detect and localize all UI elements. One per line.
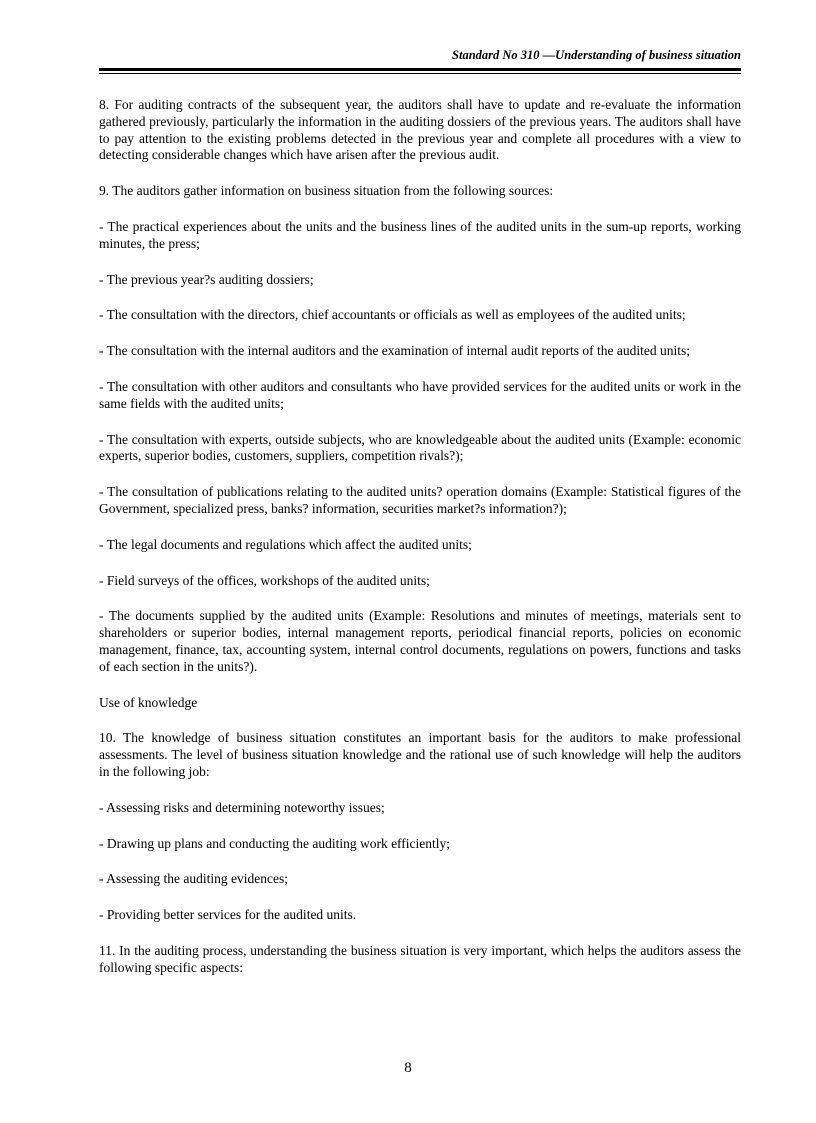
list-item: - The practical experiences about the units and the business lines of the audited units in the sum-up reports, working minutes, the press; xyxy=(99,218,741,251)
page-number: 8 xyxy=(404,1060,412,1076)
list-item: - Assessing the auditing evidences; xyxy=(99,871,288,887)
list-item: - The previous year?s auditing dossiers; xyxy=(99,271,314,287)
list-item: - The consultation with experts, outside subjects, who are knowledgeable about the audited units (Example: economic experts, superior bodies, customers, suppliers, competition rivals?); xyxy=(99,431,741,464)
body-text xyxy=(99,97,741,996)
list-item: - The consultation with other auditors and consultants who have provided services for the audited units or work in the same fields with the audited units; xyxy=(99,378,741,411)
list-item: - Assessing risks and determining noteworthy issues; xyxy=(99,799,385,815)
paragraph-11: 11. In the auditing process, understanding the business situation is very important, which helps the auditors assess the following specific aspects: xyxy=(99,942,741,975)
list-item: - The documents supplied by the audited units (Example: Resolutions and minutes of meetings, materials sent to shareholders or superior bodies, internal management reports, periodical financial reports, policies on economic management, finance, tax, accounting system, internal control documents, regulations on powers, functions and tasks of each section in the units?). xyxy=(99,608,741,674)
header-rule-thick xyxy=(99,68,741,71)
section-heading: Use of knowledge xyxy=(99,694,198,710)
list-item: - The consultation with the directors, chief accountants or officials as well as employees of the audited units; xyxy=(99,307,686,323)
list-item: - Drawing up plans and conducting the auditing work efficiently; xyxy=(99,835,451,851)
list-item: - The legal documents and regulations which affect the audited units; xyxy=(99,536,472,552)
paragraph-10: 10. The knowledge of business situation constitutes an important basis for the auditors to make professional assessments. The level of business situation knowledge and the rational use of such knowledge will help the auditors in the following job: xyxy=(99,730,741,779)
list-item: - The consultation of publications relating to the audited units? operation domains (Example: Statistical figures of the Government, specialized press, banks? information, securities market?s information?); xyxy=(99,484,741,516)
paragraph-9: 9. The auditors gather information on business situation from the following sources: xyxy=(99,183,554,199)
list-item: - Providing better services for the audited units. xyxy=(99,907,357,923)
running-header: Standard No 310 —Understanding of business situation xyxy=(452,48,741,62)
list-item: - The consultation with the internal auditors and the examination of internal audit reports of the audited units; xyxy=(99,343,690,359)
paragraph-8: 8. For auditing contracts of the subsequent year, the auditors shall have to update and re-evaluate the information gathered previously, particularly the information in the auditing dossiers of the previous years. The auditors shall have to pay attention to the existing problems detected in the previous year and complete all procedures with a view to detecting considerable changes which have arisen after the previous audit. xyxy=(99,97,741,163)
list-item: - Field surveys of the offices, workshops of the audited units; xyxy=(99,572,430,588)
header-rule-thin xyxy=(99,73,741,74)
